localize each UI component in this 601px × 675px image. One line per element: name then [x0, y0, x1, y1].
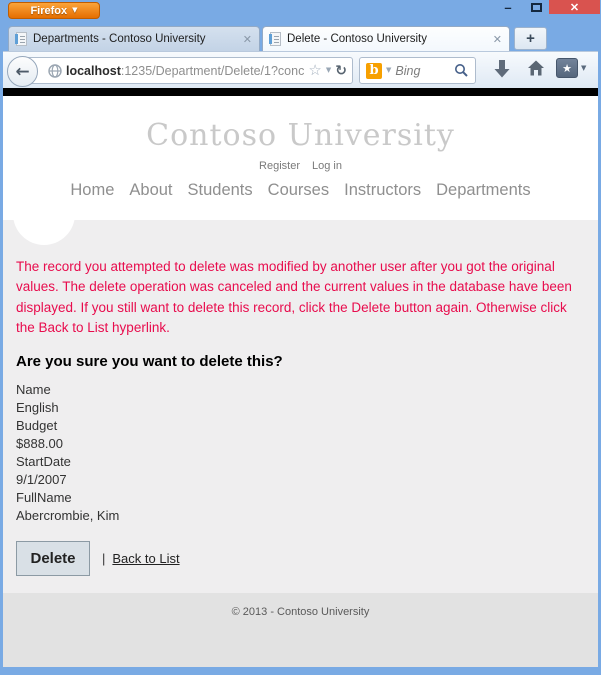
search-box[interactable]: [359, 57, 476, 84]
home-button[interactable]: [524, 59, 548, 77]
globe-icon: [48, 64, 62, 78]
close-button[interactable]: ✕: [549, 0, 600, 14]
confirm-heading: Are you sure you want to delete this?: [16, 353, 283, 370]
nav-departments[interactable]: Departments: [436, 181, 531, 199]
back-to-list-link[interactable]: Back to List: [112, 551, 180, 566]
record-fields: [16, 381, 585, 525]
field-label: Budget: [16, 418, 58, 433]
nav-instructors[interactable]: Instructors: [344, 181, 422, 199]
tab-close-icon[interactable]: ✕: [492, 32, 502, 46]
url-dropdown-icon[interactable]: ▼: [325, 66, 332, 74]
field-value: $888.00: [16, 436, 63, 451]
tab-close-icon[interactable]: ✕: [242, 32, 252, 46]
url-domain: localhost: [66, 63, 121, 78]
navigation-toolbar: [3, 51, 598, 88]
tab-delete[interactable]: [262, 26, 510, 51]
page-favicon-icon: [270, 32, 281, 46]
main-nav: [3, 181, 598, 200]
minimize-button[interactable]: –: [504, 0, 512, 15]
field-value: English: [16, 400, 59, 415]
search-engine-dropdown-icon[interactable]: ▼: [386, 66, 392, 74]
tab-title: Departments - Contoso University: [33, 33, 206, 45]
bookmarks-button[interactable]: [556, 58, 586, 78]
new-tab-button[interactable]: +: [514, 27, 547, 50]
page-top-bar: [3, 88, 598, 96]
account-links: [3, 160, 598, 172]
maximize-icon: [531, 3, 542, 12]
firefox-menu-button[interactable]: [8, 2, 100, 19]
url-path: :1235/Department/Delete/1?conc: [120, 63, 305, 78]
main-content: [3, 220, 598, 593]
url-bar[interactable]: [23, 57, 353, 84]
tab-bar: [3, 25, 598, 51]
decorative-circle: [13, 183, 75, 245]
downloads-button[interactable]: [490, 59, 514, 79]
tab-title: Delete - Contoso University: [287, 33, 427, 45]
bookmarks-star-icon: ★: [556, 58, 578, 78]
chevron-down-icon: ▼: [72, 6, 78, 14]
bookmark-star-icon[interactable]: ☆: [308, 61, 322, 79]
nav-courses[interactable]: Courses: [267, 181, 330, 199]
page-favicon-icon: [16, 32, 27, 46]
title-bar: [0, 0, 601, 25]
search-icon[interactable]: [454, 63, 469, 78]
action-divider: |: [102, 551, 106, 566]
site-header: [3, 96, 598, 220]
site-footer: [3, 593, 598, 667]
register-link[interactable]: Register: [259, 160, 300, 172]
action-row: [16, 541, 585, 576]
field-value: Abercrombie, Kim: [16, 508, 120, 523]
maximize-button[interactable]: [524, 0, 548, 14]
site-title[interactable]: Contoso University: [146, 118, 455, 153]
login-link[interactable]: Log in: [311, 160, 342, 172]
reload-icon[interactable]: ↻: [335, 62, 347, 79]
field-label: FullName: [16, 490, 72, 505]
copyright-text: © 2013 - Contoso University: [231, 606, 370, 618]
field-value: 9/1/2007: [16, 472, 67, 487]
home-icon: [526, 59, 546, 77]
url-text: [66, 64, 304, 78]
delete-button[interactable]: Delete: [16, 541, 90, 576]
page-viewport: [3, 88, 598, 667]
download-icon: [493, 59, 511, 79]
back-button[interactable]: ←: [7, 56, 38, 87]
nav-home[interactable]: Home: [70, 181, 115, 199]
search-input[interactable]: Bing: [395, 63, 421, 78]
tab-departments[interactable]: [8, 26, 260, 51]
bing-logo-icon: b: [366, 63, 382, 79]
field-label: Name: [16, 382, 51, 397]
concurrency-error-message: The record you attempted to delete was modified by another user after you got the original values. The delete operation was canceled and the current values in the database have been displayed. If you still want to delete this record, click the Delete button again. Otherwise click the Back to List hyperlink.: [16, 259, 572, 335]
nav-about[interactable]: About: [129, 181, 173, 199]
firefox-menu-label: Firefox: [30, 4, 68, 17]
nav-students[interactable]: Students: [187, 181, 253, 199]
bookmarks-dropdown-icon[interactable]: ▼: [581, 64, 587, 72]
field-label: StartDate: [16, 454, 71, 469]
